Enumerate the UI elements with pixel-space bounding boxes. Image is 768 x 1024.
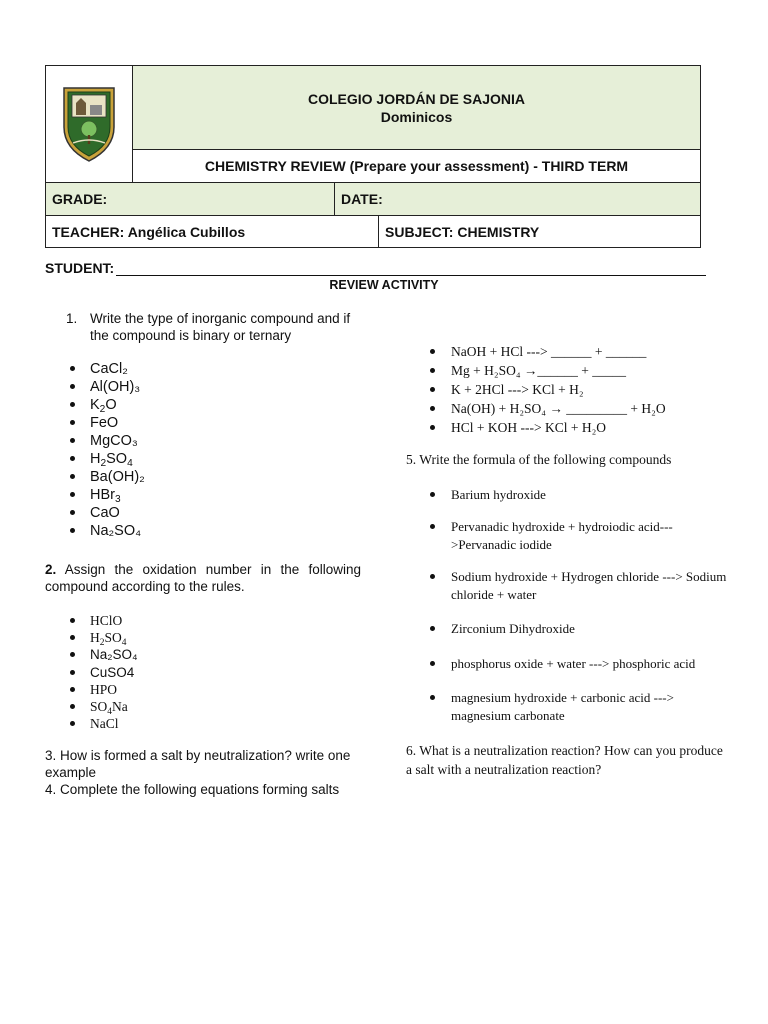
- equation-text: K + 2HCl ---> KCl + H₂: [451, 382, 584, 397]
- oxidation-compound-item: [70, 612, 122, 629]
- bullet-icon: [70, 670, 75, 675]
- student-blank-line: [116, 261, 706, 276]
- equation-text: Na(OH) + H₂SO₄ → _________ + H₂O: [451, 401, 666, 416]
- bullet-icon: [70, 456, 75, 461]
- oxidation-compound-item: [70, 698, 128, 715]
- compound-item: [70, 504, 120, 522]
- equation-text: NaOH + HCl ---> ______ + ______: [451, 344, 647, 359]
- oxidation-compound-text: HClO: [90, 613, 123, 628]
- compound-item: [70, 360, 128, 378]
- bullet-icon: [70, 384, 75, 389]
- bullet-icon: [430, 695, 435, 700]
- compound-item: [70, 450, 133, 468]
- bullet-icon: [430, 349, 435, 354]
- compound-name-text: Zirconium Dihydroxide: [451, 621, 575, 636]
- student-field: [45, 260, 706, 276]
- compound-name-item: [430, 518, 730, 554]
- question-3: 3. How is formed a salt by neutralization? write one example: [45, 748, 351, 780]
- review-title: CHEMISTRY REVIEW (Prepare your assessment) - THIRD TERM: [204, 158, 629, 174]
- compound-text: MgCO₃: [90, 433, 138, 449]
- school-block: [133, 66, 700, 150]
- bullet-icon: [70, 721, 75, 726]
- oxidation-compound-text: CuSO4: [90, 664, 135, 680]
- question-6: 6. What is a neutralization reaction? How can you produce a salt with a neutralization reaction?: [406, 743, 723, 777]
- bullet-icon: [70, 510, 75, 515]
- compound-name-text: Barium hydroxide: [451, 487, 546, 502]
- header-top-row: [46, 66, 700, 183]
- compound-name-item: [430, 689, 730, 725]
- equation-item: [430, 399, 666, 418]
- oxidation-compound-text: Na₂SO₄: [90, 647, 138, 663]
- school-subtitle: Dominicos: [380, 108, 453, 125]
- title-cell: [133, 66, 700, 182]
- grade-label: GRADE:: [46, 183, 335, 215]
- oxidation-compound-text: $H_2SO_4$: [90, 630, 127, 649]
- bullet-icon: [70, 492, 75, 497]
- compound-text: CaCl₂: [90, 361, 128, 377]
- bullet-icon: [430, 425, 435, 430]
- equation-item: [430, 380, 584, 399]
- bullet-icon: [430, 387, 435, 392]
- compound-name-text: Sodium hydroxide + Hydrogen chloride ---> Sodium chloride + water: [451, 569, 727, 602]
- compound-text: $K_2O$: [90, 397, 117, 415]
- bullet-icon: [70, 618, 75, 623]
- question-4: 4. Complete the following equations forming salts: [45, 782, 340, 797]
- compound-text: FeO: [90, 415, 119, 431]
- equation-item: [430, 418, 606, 437]
- teacher-label: TEACHER: Angélica Cubillos: [46, 216, 379, 247]
- question-1: [66, 310, 366, 344]
- bullet-icon: [70, 420, 75, 425]
- compound-item: [70, 468, 145, 486]
- logo-cell: [46, 66, 133, 182]
- school-name: COLEGIO JORDÁN DE SAJONIA: [307, 90, 526, 107]
- equation-item: [430, 361, 626, 380]
- compound-text: Na₂SO₄: [90, 523, 142, 539]
- equation-text: Mg + H₂SO₄ →______ + _____: [451, 363, 627, 378]
- compound-name-text: Pervanadic hydroxide + hydroiodic acid--->Pervanadic iodide: [451, 519, 673, 552]
- compound-text: HBr$_3$: [90, 487, 121, 505]
- school-crest-icon: [61, 85, 117, 163]
- compound-item: [70, 432, 138, 450]
- bullet-icon: [430, 626, 435, 631]
- subject-label: SUBJECT: CHEMISTRY: [385, 223, 540, 240]
- header-table: [45, 65, 701, 248]
- oxidation-compound-text: $SO_4Na$: [90, 699, 128, 717]
- bullet-icon: [430, 524, 435, 529]
- bullet-icon: [70, 474, 75, 479]
- oxidation-compound-item: [70, 646, 138, 663]
- question-5: 5. Write the formula of the following compounds: [406, 452, 672, 467]
- bullet-icon: [430, 661, 435, 666]
- oxidation-compound-item: [70, 681, 117, 698]
- compound-item: [70, 414, 118, 432]
- oxidation-compound-item: [70, 715, 119, 732]
- bullet-icon: [430, 574, 435, 579]
- compound-item: [70, 378, 140, 396]
- bullet-icon: [430, 406, 435, 411]
- bullet-icon: [70, 635, 75, 640]
- question-2-number: 2.: [45, 562, 57, 577]
- compound-text: Ba(OH)₂: [90, 469, 145, 485]
- bullet-icon: [70, 528, 75, 533]
- bullet-icon: [430, 368, 435, 373]
- grade-date-row: [46, 183, 700, 216]
- bullet-icon: [70, 704, 75, 709]
- equation-text: HCl + KOH ---> KCl + H₂O: [451, 420, 607, 435]
- compound-name-text: magnesium hydroxide + carbonic acid ---> magnesium carbonate: [451, 690, 674, 723]
- bullet-icon: [70, 687, 75, 692]
- compound-name-item: [430, 486, 730, 504]
- question-2: [45, 561, 361, 595]
- oxidation-compound-text: HPO: [90, 681, 118, 697]
- compound-name-item: [430, 655, 730, 673]
- teacher-subject-row: [46, 216, 700, 247]
- compound-text: CaO: [90, 505, 120, 521]
- question-1-number: 1.: [66, 311, 78, 326]
- compound-text: Al(OH)₃: [90, 379, 141, 395]
- equation-item: [430, 342, 646, 361]
- compound-name-item: [430, 620, 730, 638]
- compound-name-item: [430, 568, 730, 604]
- bullet-icon: [430, 492, 435, 497]
- question-2-text: Assign the oxidation number in the following compound according to the rules.: [45, 562, 361, 594]
- oxidation-compound-item: [70, 664, 134, 681]
- compound-item: [70, 522, 141, 540]
- activity-title: REVIEW ACTIVITY: [329, 278, 439, 292]
- compound-text: $H_2SO_4$: [90, 451, 133, 469]
- bullet-icon: [70, 438, 75, 443]
- bullet-icon: [70, 402, 75, 407]
- bullet-icon: [70, 366, 75, 371]
- compound-item: [70, 486, 121, 504]
- student-label: STUDENT:: [45, 260, 115, 276]
- date-label: DATE:: [341, 191, 383, 207]
- oxidation-compound-text: NaCl: [90, 716, 119, 732]
- oxidation-compound-item: [70, 629, 127, 649]
- bullet-icon: [70, 652, 75, 657]
- compound-name-text: phosphorus oxide + water ---> phosphoric acid: [451, 656, 696, 671]
- compound-item: [70, 396, 117, 414]
- question-1-text: Write the type of inorganic compound and if the compound is binary or ternary: [90, 311, 351, 343]
